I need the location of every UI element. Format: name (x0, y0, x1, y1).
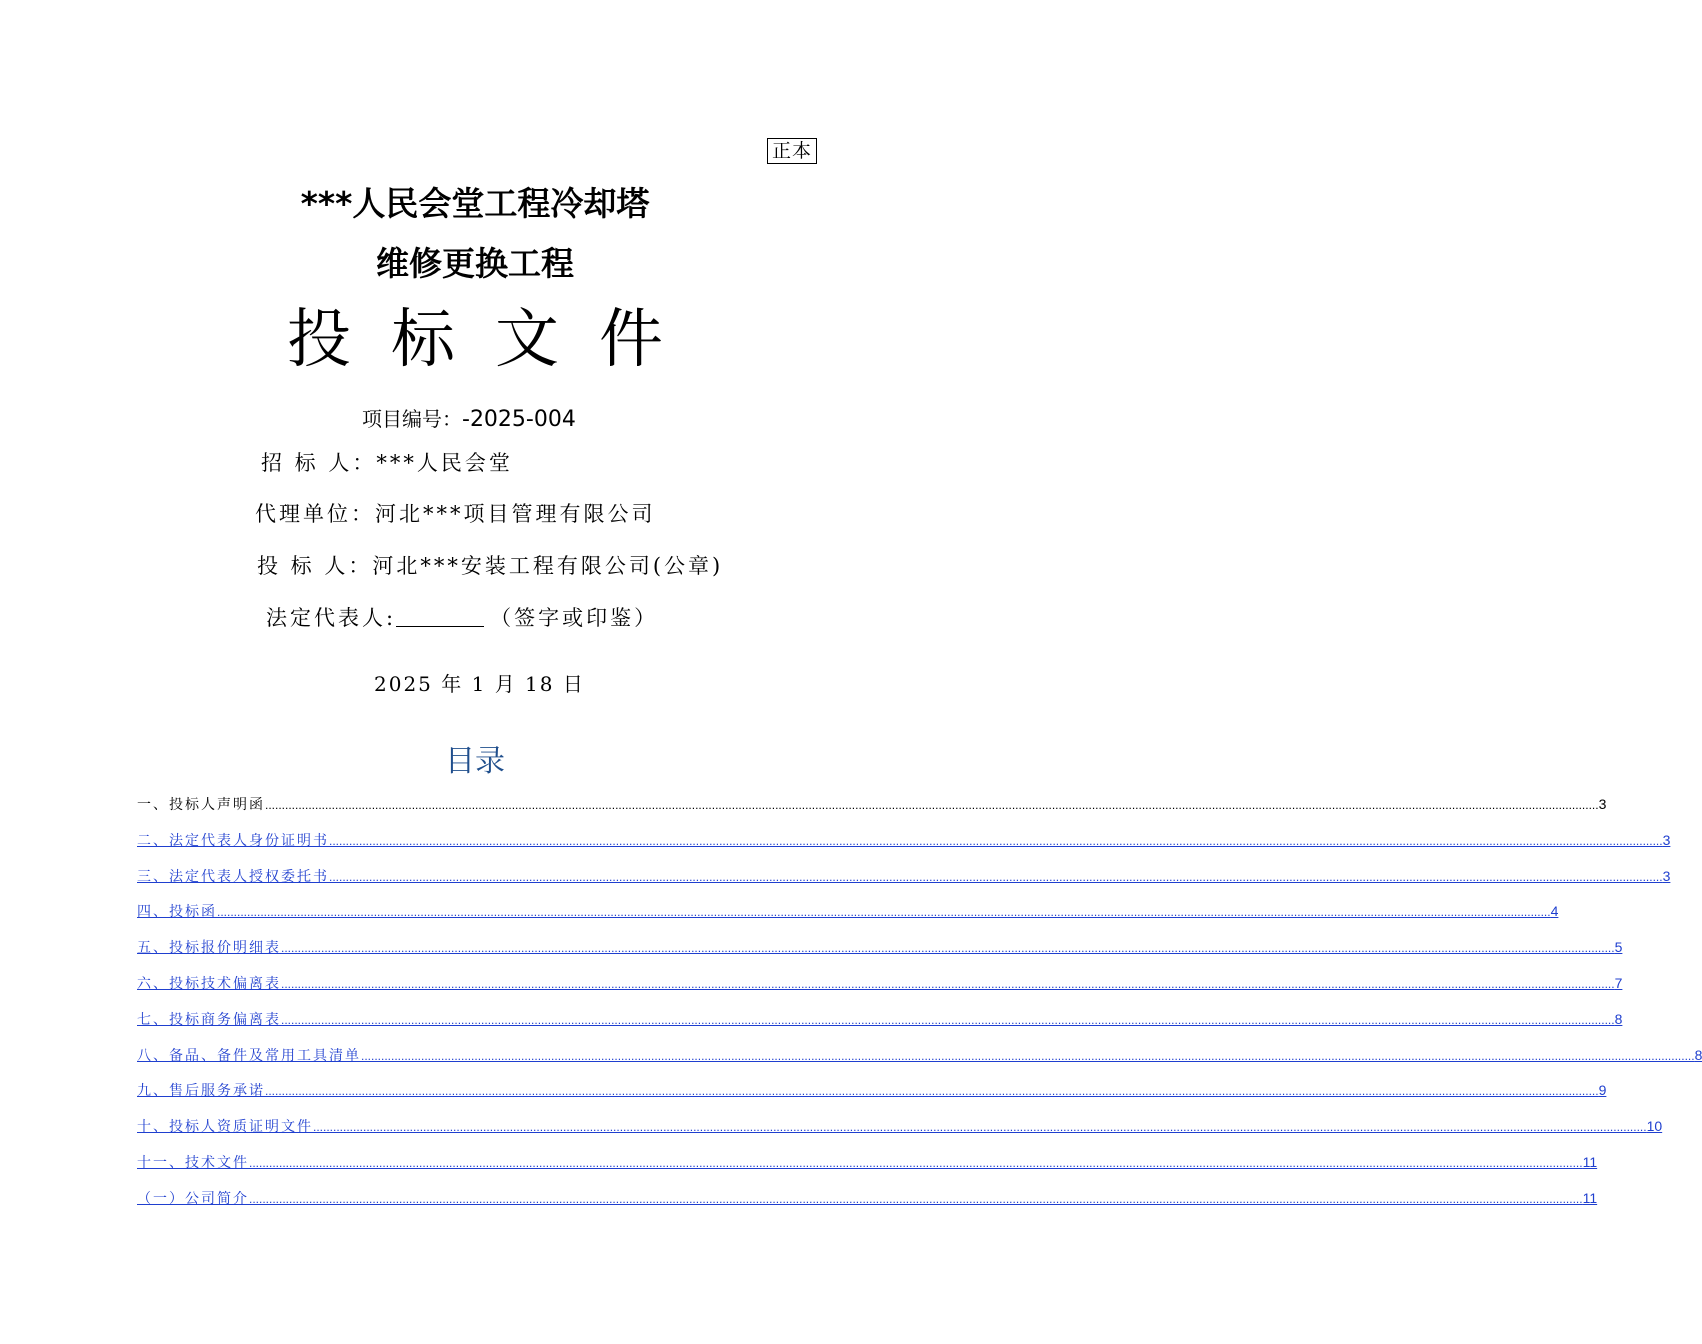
legal-representative-line (266, 602, 658, 634)
toc-leader-dots: ................................................................................................................................................................................................................................................................................................................................................................................................................ (265, 1084, 1599, 1099)
toc-leader-dots: ................................................................................................................................................................................................................................................................................................................................................................................................................ (281, 976, 1615, 991)
signature-blank (396, 604, 484, 627)
document-title-main: 投标文件 (287, 303, 703, 377)
toc-entry-title: 四、投标函 (137, 904, 217, 921)
toc-leader-dots: ................................................................................................................................................................................................................................................................................................................................................................................................................ (265, 798, 1599, 812)
toc-leader-dots: ................................................................................................................................................................................................................................................................................................................................................................................................................ (281, 1012, 1615, 1027)
toc-entry-title: 八、备品、备件及常用工具清单 (137, 1047, 361, 1064)
toc-entry (137, 790, 1607, 826)
toc-entry-title: 六、投标技术偏离表 (137, 975, 281, 992)
signature-note: （签字或印鉴） (490, 606, 659, 630)
bidder-line: 投 标 人：河北***安装工程有限公司(公章) (257, 554, 724, 578)
toc-entry-page: 3 (1662, 867, 1671, 884)
toc-entry[interactable] (137, 1112, 1663, 1148)
toc-entry[interactable] (137, 862, 1671, 898)
toc-leader-dots: ................................................................................................................................................................................................................................................................................................................................................................................................................ (281, 941, 1615, 956)
toc-entry[interactable] (137, 826, 1671, 862)
project-number (362, 402, 576, 437)
toc-leader-dots: ................................................................................................................................................................................................................................................................................................................................................................................................................ (249, 1155, 1583, 1170)
toc-leader-dots: ................................................................................................................................................................................................................................................................................................................................................................................................................ (329, 833, 1663, 848)
toc-entry[interactable] (137, 1184, 1598, 1220)
toc-entry-page: 3 (1598, 796, 1607, 812)
document-title-line-1: ***人民会堂工程冷却塔 (300, 184, 650, 223)
toc-entry[interactable] (137, 1041, 1702, 1077)
toc-entry[interactable] (137, 1076, 1607, 1112)
agency-line: 代理单位：河北***项目管理有限公司 (255, 502, 656, 526)
toc-entry-title: 三、法定代表人授权委托书 (137, 868, 329, 885)
toc-leader-dots: ................................................................................................................................................................................................................................................................................................................................................................................................................ (313, 1120, 1647, 1135)
tenderer-line: 招 标 人：***人民会堂 (261, 451, 513, 475)
toc-leader-dots: ................................................................................................................................................................................................................................................................................................................................................................................................................ (361, 1048, 1695, 1063)
toc-entry[interactable] (137, 933, 1623, 969)
document-title-line-2: 维修更换工程 (376, 244, 574, 283)
document-date: 2025 年 1 月 18 日 (374, 672, 585, 696)
toc-leader-dots: ................................................................................................................................................................................................................................................................................................................................................................................................................ (329, 869, 1663, 884)
toc-entry[interactable] (137, 1148, 1598, 1184)
toc-leader-dots: ................................................................................................................................................................................................................................................................................................................................................................................................................ (249, 1191, 1583, 1206)
toc-entry-title: （一）公司简介 (137, 1190, 249, 1207)
toc-entry-page: 7 (1614, 974, 1623, 991)
toc-entry-page: 9 (1598, 1082, 1607, 1099)
toc-entry-title: 十一、技术文件 (137, 1154, 249, 1171)
original-copy-badge: 正本 (767, 138, 817, 164)
table-of-contents (137, 790, 1702, 1220)
toc-entry-page: 8 (1694, 1046, 1702, 1063)
project-number-label: 项目编号： (362, 407, 462, 431)
toc-entry-title: 九、售后服务承诺 (137, 1083, 265, 1100)
toc-entry-page: 8 (1614, 1010, 1623, 1027)
toc-title: 目录 (445, 744, 505, 779)
legal-representative-label: 法定代表人: (266, 606, 397, 630)
toc-entry-title: 七、投标商务偏离表 (137, 1011, 281, 1028)
toc-entry-page: 5 (1614, 939, 1623, 956)
toc-entry-title: 二、法定代表人身份证明书 (137, 832, 329, 849)
toc-leader-dots: ................................................................................................................................................................................................................................................................................................................................................................................................................ (217, 905, 1551, 920)
toc-entry-page: 11 (1582, 1189, 1598, 1206)
toc-entry-page: 3 (1662, 831, 1671, 848)
toc-entry-page: 10 (1646, 1118, 1663, 1135)
toc-entry-title: 一、投标人声明函 (137, 797, 265, 813)
toc-entry-page: 11 (1582, 1153, 1598, 1170)
toc-entry-page: 4 (1550, 903, 1559, 920)
toc-entry[interactable] (137, 1005, 1623, 1041)
toc-entry[interactable] (137, 897, 1559, 933)
toc-entry[interactable] (137, 969, 1623, 1005)
toc-entry-title: 十、投标人资质证明文件 (137, 1119, 313, 1136)
toc-entry-title: 五、投标报价明细表 (137, 940, 281, 957)
project-number-value: -2025-004 (462, 407, 576, 432)
